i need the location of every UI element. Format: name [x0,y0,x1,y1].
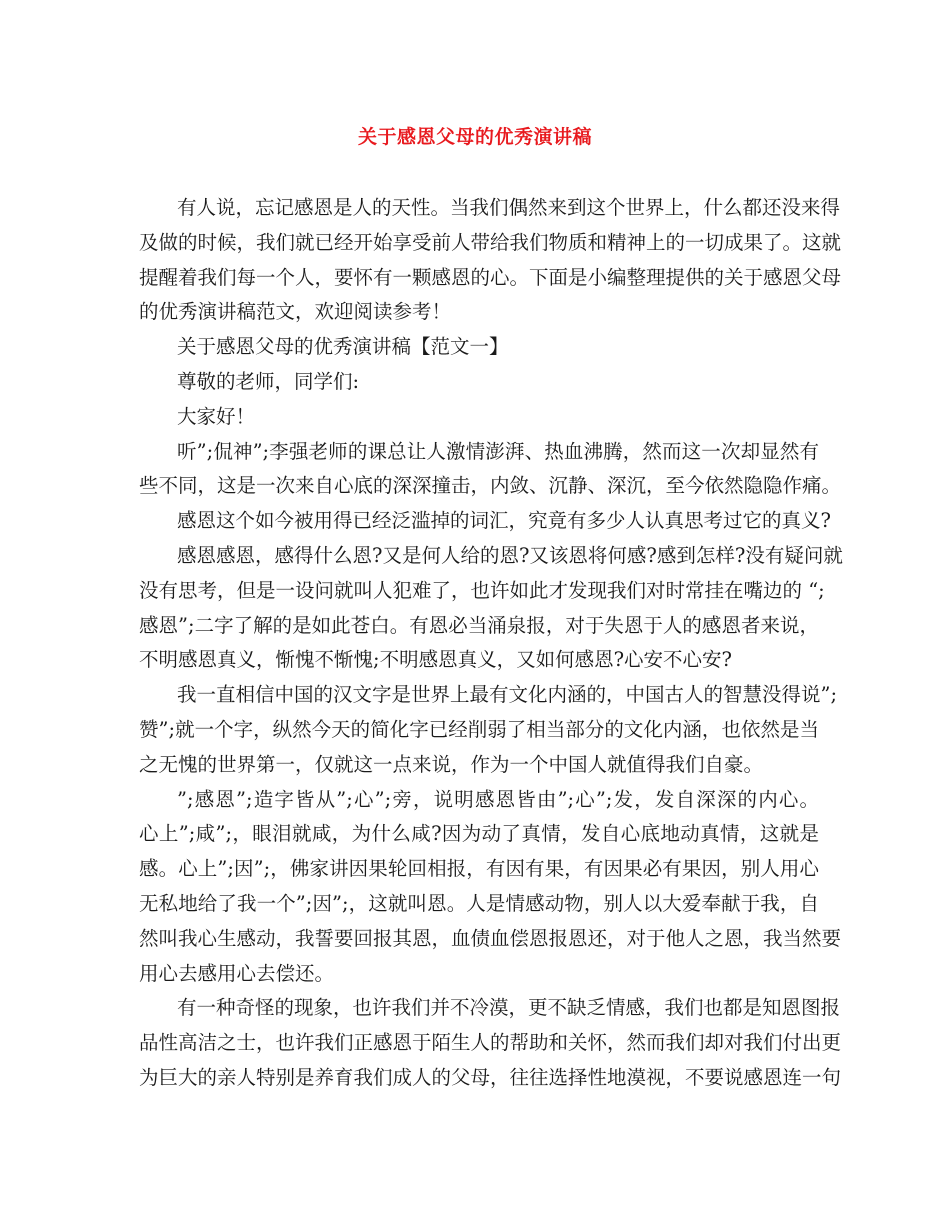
body-text-line: 不明感恩真义，惭愧不惭愧;不明感恩真义，又如何感恩?心安不心安? [139,648,732,672]
body-text-line: 的优秀演讲稿范文，欢迎阅读参考！ [139,300,452,324]
body-text-line: 没有思考，但是一设问就叫人犯难了，也许如此才发现我们对时常挂在嘴边的 “; [139,578,825,602]
body-text-line: 感。心上”;因”;，佛家讲因果轮回相报，有因有果，有因果必有果因，别人用心 [139,857,819,881]
body-text-line: 之无愧的世界第一，仅就这一点来说，作为一个中国人就值得我们自豪。 [139,752,764,776]
body-text-line: ”;感恩”;造字皆从”;心”;旁，说明感恩皆由”;心”;发，发自深深的内心。 [177,787,819,811]
document-title: 关于感恩父母的优秀演讲稿 [357,126,592,148]
body-text-line: 赞”;就一个字，纵然今天的简化字已经削弱了相当部分的文化内涵，也依然是当 [139,717,819,741]
document-body [139,191,843,1096]
body-text-line: 听”;侃神”;李强老师的课总让人激情澎湃、热血沸腾，然而这一次却显然有 [177,439,819,463]
body-text-line: 我一直相信中国的汉文字是世界上最有文化内涵的，中国古人的智慧没得说”; [177,683,838,707]
body-text-line: 尊敬的老师，同学们: [177,369,360,393]
body-text-line: 感恩这个如今被用得已经泛滥掉的词汇，究竟有多少人认真思考过它的真义? [177,509,831,533]
body-text-line: 有人说，忘记感恩是人的天性。当我们偶然来到这个世界上，什么都还没来得 [177,196,841,219]
body-text-line: 及做的时候，我们就已经开始享受前人带给我们物质和精神上的一切成果了。这就 [139,230,842,254]
body-text-line: 用心去感用心去偿还。 [139,961,335,985]
body-text-line: 些不同，这是一次来自心底的深深撞击，内敛、沉静、深沉，至今依然隐隐作痛。 [139,474,842,498]
body-text-line: 无私地给了我一个”;因”;，这就叫恩。人是情感动物，别人以大爱奉献于我，自 [139,891,819,915]
body-text-line: 为巨大的亲人特别是养育我们成人的父母，往往选择性地漠视，不要说感恩连一句 [139,1065,842,1089]
body-text-line: 大家好！ [177,404,256,428]
body-text-line: 关于感恩父母的优秀演讲稿【范文一】 [177,335,509,359]
body-text-line: 心上”;咸”;，眼泪就咸，为什么咸?因为动了真情，发自心底地动真情，这就是 [139,822,819,846]
body-text-line: 有一种奇怪的现象，也许我们并不冷漠，更不缺乏情感，我们也都是知恩图报 [177,996,841,1020]
body-text-line: 提醒着我们每一个人，要怀有一颗感恩的心。下面是小编整理提供的关于感恩父母 [139,265,842,289]
body-text-line: 感恩”;二字了解的是如此苍白。有恩必当涌泉报，对于失恩于人的感恩者来说， [139,613,819,637]
body-text-line: 然叫我心生感动，我誓要回报其恩，血债血偿恩报恩还，对于他人之恩，我当然要 [139,926,842,950]
body-text-line: 感恩感恩，感得什么恩?又是何人给的恩?又该恩将何感?感到怎样?没有疑问就 [177,543,843,567]
body-text-line: 品性高洁之士，也许我们正感恩于陌生人的帮助和关怀，然而我们却对我们付出更 [139,1031,842,1055]
